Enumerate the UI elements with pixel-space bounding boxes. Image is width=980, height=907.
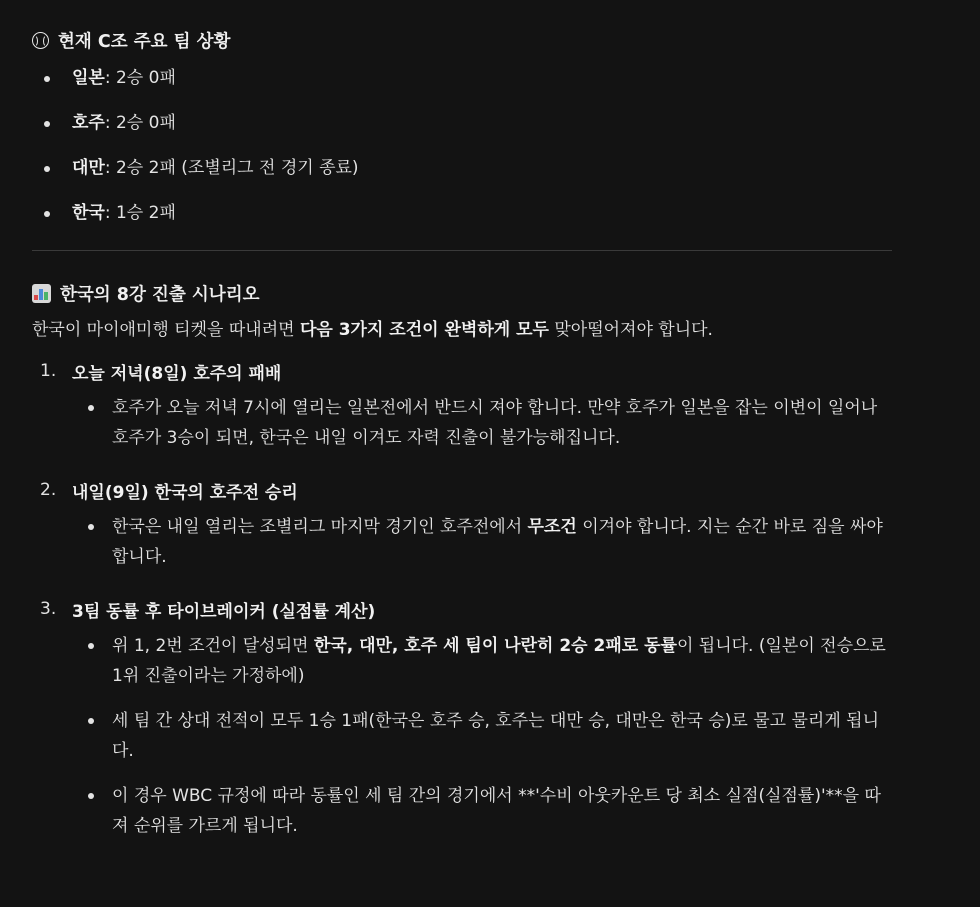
baseball-icon [32, 32, 49, 49]
list-item: 세 팀 간 상대 전적이 모두 1승 1패(한국은 호주 승, 호주는 대만 승, 대만은 한국 승)로 물고 물리게 됩니다. [80, 706, 892, 766]
step-title: 3팀 동률 후 타이브레이커 (실점률 계산) [72, 601, 376, 622]
step-title: 오늘 저녁(8일) 호주의 패배 [72, 363, 282, 384]
divider [32, 250, 892, 251]
bar-chart-icon [32, 284, 51, 303]
team-name: 호주 [72, 113, 105, 133]
list-item: 위 1, 2번 조건이 달성되면 한국, 대만, 호주 세 팀이 나란히 2승 2패로 동률이 됩니다. (일본이 전승으로 1위 진출이라는 가정하에) [80, 631, 892, 691]
section-title-text: 한국의 8강 진출 시나리오 [60, 284, 260, 305]
team-name: 한국 [72, 203, 105, 223]
team-name: 대만 [72, 158, 105, 178]
team-record: : 2승 0패 [104, 113, 176, 133]
scenario-step [32, 349, 892, 453]
chat-response [32, 24, 892, 856]
scenario-step [32, 587, 892, 841]
list-item [40, 191, 892, 236]
intro-paragraph: 한국이 마이애미행 티켓을 따내려면 다음 3가지 조건이 완벽하게 모두 맞아떨어져야 합니다. [32, 320, 713, 340]
step-number: 1. [40, 361, 57, 381]
step-number: 2. [40, 480, 57, 500]
list-item: 호주가 오늘 저녁 7시에 열리는 일본전에서 반드시 져야 합니다. 만약 호주가 일본을 잡는 이변이 일어나 호주가 3승이 되면, 한국은 내일 이겨도 자력 진출이 불가능해집니다. [80, 393, 892, 453]
list-item [40, 101, 892, 146]
intro-emphasis: 다음 3가지 조건이 완벽하게 모두 [299, 320, 549, 340]
team-list [40, 56, 892, 236]
section-title-team-status [32, 24, 892, 56]
section-title-text: 현재 C조 주요 팀 상황 [58, 31, 231, 52]
scenario-step [32, 468, 892, 572]
list-item: 이 경우 WBC 규정에 따라 동률인 세 팀 간의 경기에서 **'수비 아웃카운트 당 최소 실점(실점률)'**을 따져 순위를 가르게 됩니다. [80, 781, 892, 841]
list-item: 한국은 내일 열리는 조별리그 마지막 경기인 호주전에서 무조건 이겨야 합니다. 지는 순간 바로 짐을 싸야 합니다. [80, 512, 892, 572]
list-item [40, 146, 892, 191]
section-title-scenario [32, 277, 892, 309]
step-number: 3. [40, 599, 57, 619]
list-item [40, 56, 892, 101]
step-title: 내일(9일) 한국의 호주전 승리 [72, 482, 298, 503]
team-record: : 2승 0패 [104, 68, 176, 88]
team-record: : 2승 2패 (조별리그 전 경기 종료) [104, 158, 359, 178]
team-name: 일본 [72, 68, 105, 88]
team-record: : 1승 2패 [104, 203, 176, 223]
scenario-steps [32, 349, 892, 841]
